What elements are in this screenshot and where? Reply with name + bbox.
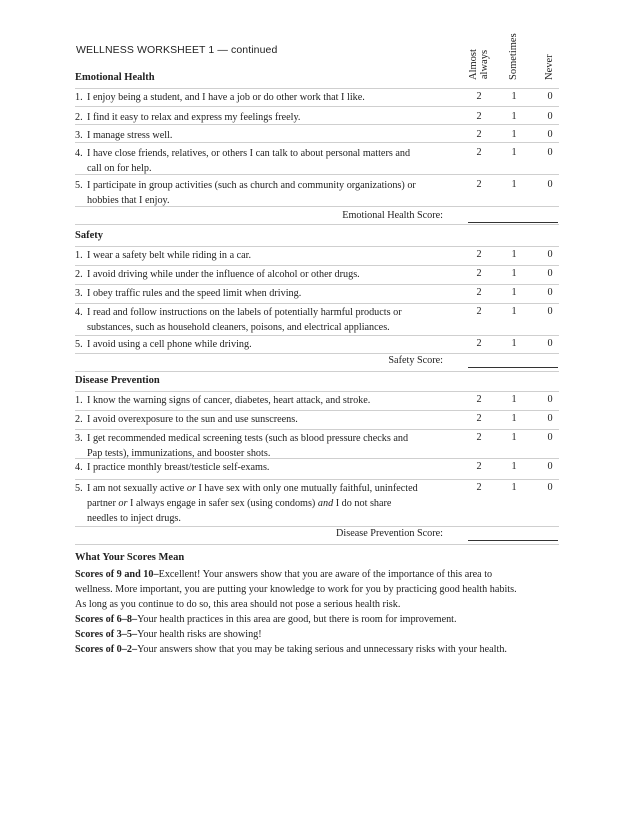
emotional-health-item-5: 5. I participate in group activities (such as church and community organizations) or hobbies that I enjoy. — [75, 180, 416, 206]
score-option-almost-always[interactable]: 2 — [476, 111, 482, 122]
score-option-never[interactable]: 0 — [547, 147, 553, 158]
meaning-serious-risks: Scores of 0–2–Your answers show that you may be taking serious and unnecessary risks with your health. — [75, 644, 507, 655]
score-option-almost-always[interactable]: 2 — [476, 147, 482, 158]
divider — [75, 224, 559, 225]
score-option-never[interactable]: 0 — [547, 432, 553, 443]
score-option-almost-always[interactable]: 2 — [476, 394, 482, 405]
score-option-sometimes[interactable]: 1 — [511, 432, 517, 443]
score-option-almost-always[interactable]: 2 — [476, 287, 482, 298]
meaning-heading: What Your Scores Mean — [75, 552, 185, 563]
score-option-never[interactable]: 0 — [547, 249, 553, 260]
emotional-health-item-3: 3. I manage stress well. — [75, 130, 173, 141]
score-option-never[interactable]: 0 — [547, 91, 553, 102]
safety-item-5: 5. I avoid using a cell phone while driving. — [75, 339, 252, 350]
divider — [75, 479, 559, 480]
disease-prevention-item-5: 5. I am not sexually active or I have sex with only one mutually faithful, uninfected partner or I always engage in safer sex (using condoms) and I do not share needles to inject drugs. — [75, 483, 418, 524]
divider — [75, 303, 559, 304]
section-heading-disease-prevention: Disease Prevention — [75, 375, 160, 386]
divider — [75, 429, 559, 430]
score-option-never[interactable]: 0 — [547, 111, 553, 122]
score-option-sometimes[interactable]: 1 — [511, 306, 517, 317]
safety-item-2: 2. I avoid driving while under the influence of alcohol or other drugs. — [75, 269, 360, 280]
divider — [75, 544, 559, 545]
score-option-sometimes[interactable]: 1 — [511, 413, 517, 424]
emotional-health-item-4: 4. I have close friends, relatives, or others I can talk to about personal matters and call on for help. — [75, 148, 411, 174]
divider — [75, 265, 559, 266]
disease-prevention-item-1: 1. I know the warning signs of cancer, diabetes, heart attack, and stroke. — [75, 395, 371, 406]
score-option-sometimes[interactable]: 1 — [511, 111, 517, 122]
divider — [75, 246, 559, 247]
divider — [75, 106, 559, 107]
divider — [75, 284, 559, 285]
score-option-sometimes[interactable]: 1 — [511, 394, 517, 405]
meaning-excellent-line2: wellness. More important, you are putting your knowledge to work for you by practicing good health habits. — [75, 584, 517, 595]
score-option-almost-always[interactable]: 2 — [476, 482, 482, 493]
score-option-never[interactable]: 0 — [547, 268, 553, 279]
disease-prevention-item-2: 2. I avoid overexposure to the sun and use sunscreens. — [75, 414, 298, 425]
divider — [75, 353, 559, 354]
score-option-almost-always[interactable]: 2 — [476, 413, 482, 424]
safety-item-4: 4. I read and follow instructions on the labels of potentially harmful products or substances, such as household cleaners, poisons, and electrical appliances. — [75, 307, 402, 333]
safety-score-label: Safety Score: — [388, 355, 443, 366]
score-option-never[interactable]: 0 — [547, 482, 553, 493]
score-option-sometimes[interactable]: 1 — [511, 338, 517, 349]
divider — [75, 371, 559, 372]
score-option-sometimes[interactable]: 1 — [511, 129, 517, 140]
score-option-almost-always[interactable]: 2 — [476, 91, 482, 102]
score-option-never[interactable]: 0 — [547, 306, 553, 317]
emotional-health-item-1: 1. I enjoy being a student, and I have a job or do other work that I like. — [75, 92, 365, 103]
meaning-risks-showing: Scores of 3–5–Your health risks are showing! — [75, 629, 262, 640]
column-header-sometimes: Sometimes — [508, 33, 519, 80]
meaning-excellent: Scores of 9 and 10–Excellent! Your answers show that you are aware of the importance of this area to — [75, 569, 493, 580]
disease-prevention-item-3: 3. I get recommended medical screening tests (such as blood pressure checks and Pap tests), immunizations, and booster shots. — [75, 433, 409, 459]
score-option-never[interactable]: 0 — [547, 287, 553, 298]
score-option-sometimes[interactable]: 1 — [511, 268, 517, 279]
score-option-sometimes[interactable]: 1 — [511, 147, 517, 158]
meaning-good: Scores of 6–8–Your health practices in this area are good, but there is room for improvement. — [75, 614, 457, 625]
disease-prevention-score-blank[interactable] — [468, 540, 558, 541]
emotional-health-score-blank[interactable] — [468, 222, 558, 223]
score-option-never[interactable]: 0 — [547, 338, 553, 349]
disease-prevention-item-4: 4. I practice monthly breast/testicle self-exams. — [75, 462, 270, 473]
emotional-health-score-label: Emotional Health Score: — [342, 210, 443, 221]
score-option-almost-always[interactable]: 2 — [476, 306, 482, 317]
section-heading-emotional-health: Emotional Health — [75, 72, 155, 83]
safety-item-1: 1. I wear a safety belt while riding in a car. — [75, 250, 252, 261]
section-heading-safety: Safety — [75, 230, 103, 241]
divider — [75, 526, 559, 527]
safety-score-blank[interactable] — [468, 367, 558, 368]
score-option-never[interactable]: 0 — [547, 129, 553, 140]
score-option-almost-always[interactable]: 2 — [476, 179, 482, 190]
score-option-almost-always[interactable]: 2 — [476, 249, 482, 260]
safety-item-3: 3. I obey traffic rules and the speed limit when driving. — [75, 288, 302, 299]
score-option-almost-always[interactable]: 2 — [476, 129, 482, 140]
score-option-sometimes[interactable]: 1 — [511, 91, 517, 102]
score-option-never[interactable]: 0 — [547, 461, 553, 472]
column-header-never: Never — [544, 54, 555, 80]
meaning-excellent-line3: As long as you continue to do so, this area should not pose a serious health risk. — [75, 599, 401, 610]
emotional-health-item-2: 2. I find it easy to relax and express my feelings freely. — [75, 112, 301, 123]
score-option-almost-always[interactable]: 2 — [476, 268, 482, 279]
divider — [75, 410, 559, 411]
score-option-never[interactable]: 0 — [547, 413, 553, 424]
worksheet-title: WELLNESS WORKSHEET 1 — continued — [76, 44, 278, 56]
score-option-sometimes[interactable]: 1 — [511, 461, 517, 472]
score-option-never[interactable]: 0 — [547, 394, 553, 405]
score-option-sometimes[interactable]: 1 — [511, 287, 517, 298]
divider — [75, 335, 559, 336]
score-option-almost-always[interactable]: 2 — [476, 338, 482, 349]
score-option-almost-always[interactable]: 2 — [476, 432, 482, 443]
score-option-sometimes[interactable]: 1 — [511, 249, 517, 260]
score-option-almost-always[interactable]: 2 — [476, 461, 482, 472]
disease-prevention-score-label: Disease Prevention Score: — [336, 528, 443, 539]
score-option-sometimes[interactable]: 1 — [511, 482, 517, 493]
score-option-never[interactable]: 0 — [547, 179, 553, 190]
divider — [75, 88, 559, 89]
divider — [75, 391, 559, 392]
column-header-almost-always: Almost always — [468, 49, 490, 80]
score-option-sometimes[interactable]: 1 — [511, 179, 517, 190]
